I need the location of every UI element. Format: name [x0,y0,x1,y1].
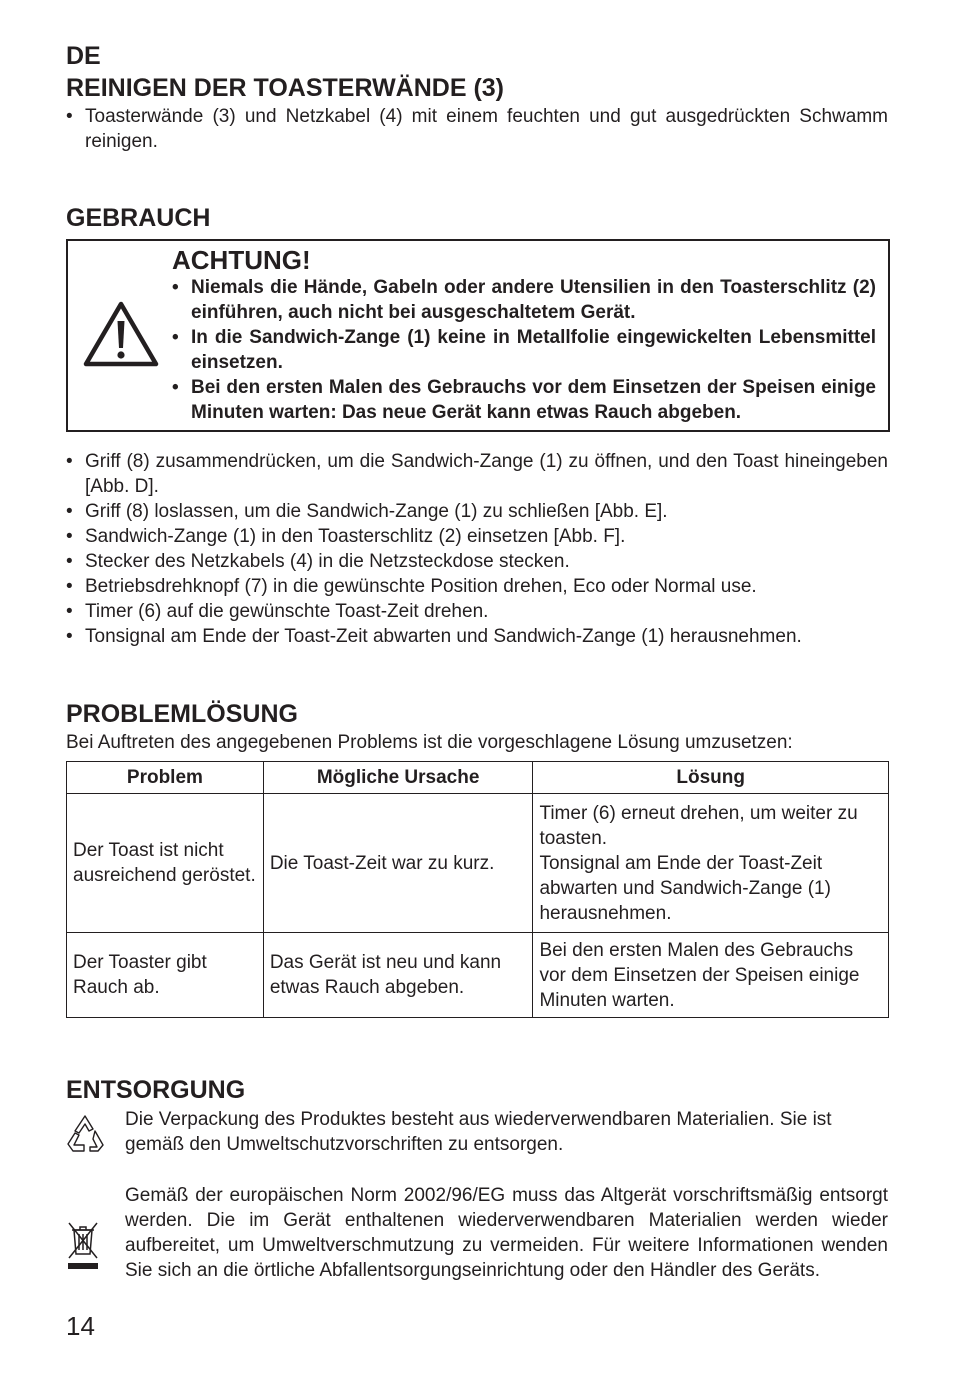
table-row [67,794,889,933]
list-item: • Griff (8) zusammendrücken, um die Sandwich-Zange (1) zu öffnen, und den Toast hineingeben [Abb. D]. [66,449,888,499]
problem-cell: Der Toast ist nicht ausreichend geröstet. [67,794,264,933]
warning-item: • Bei den ersten Malen des Gebrauchs vor dem Einsetzen der Speisen einige Minuten warten: Das neue Gerät kann etwas Rauch abgeben. [172,375,876,425]
troubleshooting-table [66,761,889,1018]
list-item: • Stecker des Netzkabels (4) in die Netzsteckdose stecken. [66,549,888,574]
crossed-out-bin-icon [66,1220,100,1272]
list-item: • Toasterwände (3) und Netzkabel (4) mit einem feuchten und gut ausgedrückten Schwamm reinigen. [66,104,888,154]
solution-cell [533,794,889,933]
warning-box [66,239,890,432]
solution-cell [533,933,889,1018]
disposal-text: Gemäß der europäischen Norm 2002/96/EG muss das Altgerät vorschriftsmäßig entsorgt werden. Die im Gerät enthaltenen wiederverwendbaren Materialien werden wieder aufbereitet, um Umweltverschmutzung zu vermeiden. Für weitere Informationen wenden Sie sich an die örtliche Abfallentsorgungseinrichtung oder den Händler des Geräts. [125,1185,888,1281]
warning-triangle-icon [82,299,160,369]
table-row [67,933,889,1018]
warning-title: ACHTUNG! [172,245,311,275]
column-header: Mögliche Ursache [263,762,533,794]
recycle-icon [64,1113,106,1155]
list-item: • Griff (8) loslassen, um die Sandwich-Zange (1) zu schließen [Abb. E]. [66,499,888,524]
language-tag: DE [66,42,101,70]
table-header-row [67,762,889,794]
list-item: • Tonsignal am Ende der Toast-Zeit abwarten und Sandwich-Zange (1) herausnehmen. [66,624,888,649]
solution-line: Tonsignal am Ende der Toast-Zeit abwarten und Sandwich-Zange (1) herausnehmen. [539,852,831,924]
solution-line: Timer (6) erneut drehen, um weiter zu toasten. [539,802,858,849]
disposal-heading: ENTSORGUNG [66,1076,246,1104]
page-number: 14 [66,1311,95,1341]
disposal-text: Die Verpackung des Produktes besteht aus wiederverwendbaren Materialien. Sie ist gemäß den Umweltschutzvorschriften zu entsorgen. [125,1109,832,1155]
troubleshooting-heading: PROBLEMLÖSUNG [66,700,298,728]
list-item: • Betriebsdrehknopf (7) in die gewünschte Position drehen, Eco oder Normal use. [66,574,888,599]
list-item: • Sandwich-Zange (1) in den Toasterschlitz (2) einsetzen [Abb. F]. [66,524,888,549]
cause-cell: Das Gerät ist neu und kann etwas Rauch abgeben. [263,933,533,1018]
cleaning-list [66,104,888,154]
cause-cell: Die Toast-Zeit war zu kurz. [263,794,533,933]
problem-cell: Der Toaster gibt Rauch ab. [67,933,264,1018]
usage-steps [66,449,888,649]
column-header: Lösung [533,762,889,794]
list-item: • Timer (6) auf die gewünschte Toast-Zeit drehen. [66,599,888,624]
column-header: Problem [67,762,264,794]
warning-item: • Niemals die Hände, Gabeln oder andere Utensilien in den Toasterschlitz (2) einführen, auch nicht bei ausgeschaltetem Gerät. [172,275,876,325]
usage-heading: GEBRAUCH [66,204,211,232]
troubleshooting-intro: Bei Auftreten des angegebenen Problems ist die vorgeschlagene Lösung umzusetzen: [66,732,793,753]
warning-item: • In die Sandwich-Zange (1) keine in Metallfolie eingewickelten Lebensmittel einsetzen. [172,325,876,375]
cleaning-heading: REINIGEN DER TOASTERWÄNDE (3) [66,74,505,102]
solution-line: Bei den ersten Malen des Gebrauchs vor dem Einsetzen der Speisen einige Minuten warten. [539,939,860,1011]
warning-list [172,275,876,425]
